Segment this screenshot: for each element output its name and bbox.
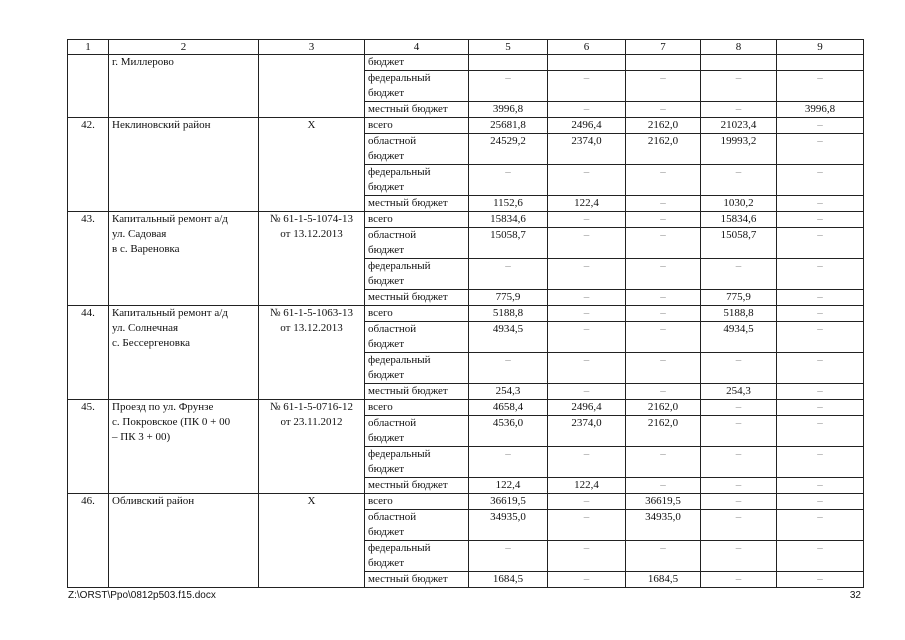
amount-col-8: 254,3 [701,384,777,400]
budget-type: местный бюджет [365,384,469,400]
amount-col-9: – [777,510,864,541]
amount-col-7: 1684,5 [626,572,701,588]
document-reference [259,118,365,212]
document-reference-line: Х [307,119,316,131]
amount-col-9: – [777,306,864,322]
object-name-line: Неклиновский район [112,119,211,131]
document-reference [259,212,365,306]
object-name [109,118,259,212]
amount-col-6: 122,4 [548,478,626,494]
amount-col-5: 254,3 [469,384,548,400]
budget-type: бюджет [365,55,469,71]
document-reference [259,494,365,588]
budget-type: областной бюджет [365,510,469,541]
table-row [68,494,864,510]
object-name-line: ул. Солнечная [112,322,179,334]
object-name [109,212,259,306]
budget-type: федеральный бюджет [365,259,469,290]
amount-col-9: – [777,196,864,212]
amount-col-7: 36619,5 [626,494,701,510]
amount-col-9: – [777,494,864,510]
amount-col-9 [777,55,864,71]
amount-col-6: – [548,212,626,228]
amount-col-6: 2374,0 [548,416,626,447]
budget-type: федеральный бюджет [365,353,469,384]
object-name-line: Проезд по ул. Фрунзе [112,401,214,413]
amount-col-9: – [777,290,864,306]
column-header-5: 5 [469,40,548,55]
amount-col-6: – [548,165,626,196]
amount-col-6: – [548,510,626,541]
amount-col-7: – [626,447,701,478]
budget-type: федеральный бюджет [365,165,469,196]
amount-col-7: – [626,384,701,400]
amount-col-8: – [701,102,777,118]
row-number: 44. [68,306,109,400]
amount-col-6: – [548,102,626,118]
amount-col-9: – [777,447,864,478]
amount-col-6: – [548,71,626,102]
amount-col-7: – [626,478,701,494]
document-reference-line: от 13.12.2013 [280,322,343,334]
object-name-line: с. Бессергеновка [112,337,191,349]
amount-col-7: – [626,71,701,102]
amount-col-7: – [626,290,701,306]
object-name-line: – ПК 3 + 00) [112,431,171,443]
column-header-7: 7 [626,40,701,55]
amount-col-5: – [469,165,548,196]
budget-type: всего [365,118,469,134]
amount-col-6: – [548,353,626,384]
column-header-8: 8 [701,40,777,55]
amount-col-6: – [548,494,626,510]
amount-col-5: 122,4 [469,478,548,494]
amount-col-8: – [701,165,777,196]
budget-type: всего [365,306,469,322]
amount-col-9: – [777,400,864,416]
budget-type: федеральный бюджет [365,71,469,102]
row-number: 46. [68,494,109,588]
amount-col-9: – [777,212,864,228]
row-number: 43. [68,212,109,306]
amount-col-7: – [626,353,701,384]
budget-type: местный бюджет [365,196,469,212]
amount-col-6: – [548,322,626,353]
amount-col-5 [469,55,548,71]
amount-col-9: – [777,541,864,572]
document-reference-line: от 13.12.2013 [280,228,343,240]
document-reference-line: № 61-1-5-1074-13 [270,213,353,225]
amount-col-6: 2374,0 [548,134,626,165]
budget-type: федеральный бюджет [365,541,469,572]
amount-col-5: – [469,71,548,102]
table-row [68,55,864,71]
row-number: 42. [68,118,109,212]
document-reference-line: № 61-1-5-1063-13 [270,307,353,319]
amount-col-5: – [469,353,548,384]
amount-col-7: – [626,322,701,353]
amount-col-5: – [469,259,548,290]
amount-col-6: – [548,290,626,306]
budget-type: всего [365,400,469,416]
object-name-line: Капитальный ремонт а/д [112,213,228,225]
amount-col-9: – [777,353,864,384]
amount-col-8: – [701,71,777,102]
amount-col-7: – [626,102,701,118]
amount-col-6: 2496,4 [548,118,626,134]
document-reference [259,55,365,118]
object-name [109,400,259,494]
amount-col-6 [548,55,626,71]
document-reference-line: Х [307,495,316,507]
budget-type: местный бюджет [365,102,469,118]
object-name-line: г. Миллерово [112,56,174,68]
amount-col-6: 2496,4 [548,400,626,416]
budget-type: всего [365,212,469,228]
amount-col-9: 3996,8 [777,102,864,118]
column-header-9: 9 [777,40,864,55]
document-reference-line: № 61-1-5-0716-12 [270,401,353,413]
amount-col-5: 15834,6 [469,212,548,228]
amount-col-7: 2162,0 [626,118,701,134]
amount-col-8: 15058,7 [701,228,777,259]
amount-col-8: 19993,2 [701,134,777,165]
budget-type: местный бюджет [365,290,469,306]
amount-col-9: – [777,118,864,134]
budget-type: областной бюджет [365,134,469,165]
amount-col-9: – [777,416,864,447]
amount-col-6: – [548,384,626,400]
object-name-line: в с. Вареновка [112,243,180,255]
amount-col-8: – [701,259,777,290]
table-row [68,212,864,228]
column-header-1: 1 [68,40,109,55]
amount-col-5: – [469,447,548,478]
amount-col-7: – [626,228,701,259]
amount-col-9: – [777,384,864,400]
amount-col-8: – [701,541,777,572]
amount-col-8: – [701,494,777,510]
object-name-line: с. Покровское (ПК 0 + 00 [112,416,231,428]
budget-type: областной бюджет [365,322,469,353]
amount-col-8 [701,55,777,71]
amount-col-9: – [777,572,864,588]
budget-type: местный бюджет [365,572,469,588]
row-number [68,55,109,118]
amount-col-8: – [701,416,777,447]
document-reference [259,400,365,494]
budget-type: областной бюджет [365,416,469,447]
table-row [68,400,864,416]
amount-col-5: 4658,4 [469,400,548,416]
amount-col-7: – [626,541,701,572]
amount-col-5: 34935,0 [469,510,548,541]
amount-col-5: 25681,8 [469,118,548,134]
amount-col-8: 15834,6 [701,212,777,228]
amount-col-6: – [548,228,626,259]
amount-col-5: 24529,2 [469,134,548,165]
amount-col-9: – [777,478,864,494]
amount-col-8: – [701,478,777,494]
amount-col-8: 5188,8 [701,306,777,322]
budget-type: местный бюджет [365,478,469,494]
object-name-line: Капитальный ремонт а/д [112,307,228,319]
object-name [109,55,259,118]
amount-col-5: 775,9 [469,290,548,306]
document-reference [259,306,365,400]
budget-type: всего [365,494,469,510]
amount-col-5: 15058,7 [469,228,548,259]
amount-col-5: – [469,541,548,572]
amount-col-6: – [548,306,626,322]
footer-file-path: Z:\ORST\Ppo\0812p503.f15.docx [68,590,216,601]
table-body [68,55,864,588]
amount-col-6: – [548,259,626,290]
amount-col-7: 2162,0 [626,134,701,165]
amount-col-7: 34935,0 [626,510,701,541]
object-name-line: Обливский район [112,495,195,507]
amount-col-6: – [548,447,626,478]
column-header-4: 4 [365,40,469,55]
table-row [68,306,864,322]
column-header-6: 6 [548,40,626,55]
budget-type: областной бюджет [365,228,469,259]
amount-col-8: 21023,4 [701,118,777,134]
header-row [68,40,864,55]
column-header-2: 2 [109,40,259,55]
amount-col-5: 36619,5 [469,494,548,510]
amount-col-7: – [626,165,701,196]
budget-type: федеральный бюджет [365,447,469,478]
amount-col-8: – [701,447,777,478]
amount-col-6: – [548,541,626,572]
amount-col-9: – [777,71,864,102]
document-reference-line: от 23.11.2012 [280,416,343,428]
amount-col-7: – [626,196,701,212]
amount-col-7: 2162,0 [626,400,701,416]
object-name [109,494,259,588]
amount-col-5: 1152,6 [469,196,548,212]
amount-col-9: – [777,322,864,353]
amount-col-7: – [626,306,701,322]
amount-col-5: 3996,8 [469,102,548,118]
column-header-3: 3 [259,40,365,55]
amount-col-7: – [626,212,701,228]
amount-col-7 [626,55,701,71]
amount-col-7: – [626,259,701,290]
amount-col-5: 1684,5 [469,572,548,588]
amount-col-6: – [548,572,626,588]
amount-col-8: 1030,2 [701,196,777,212]
amount-col-9: – [777,228,864,259]
amount-col-5: 5188,8 [469,306,548,322]
amount-col-8: – [701,400,777,416]
amount-col-8: – [701,353,777,384]
object-name [109,306,259,400]
amount-col-8: 775,9 [701,290,777,306]
amount-col-5: 4934,5 [469,322,548,353]
amount-col-9: – [777,165,864,196]
amount-col-8: – [701,510,777,541]
amount-col-6: 122,4 [548,196,626,212]
row-number: 45. [68,400,109,494]
budget-table [67,39,864,588]
footer-page-number: 32 [849,590,861,601]
amount-col-7: 2162,0 [626,416,701,447]
object-name-line: ул. Садовая [112,228,167,240]
amount-col-8: 4934,5 [701,322,777,353]
amount-col-9: – [777,259,864,290]
table-row [68,118,864,134]
amount-col-8: – [701,572,777,588]
amount-col-5: 4536,0 [469,416,548,447]
amount-col-9: – [777,134,864,165]
